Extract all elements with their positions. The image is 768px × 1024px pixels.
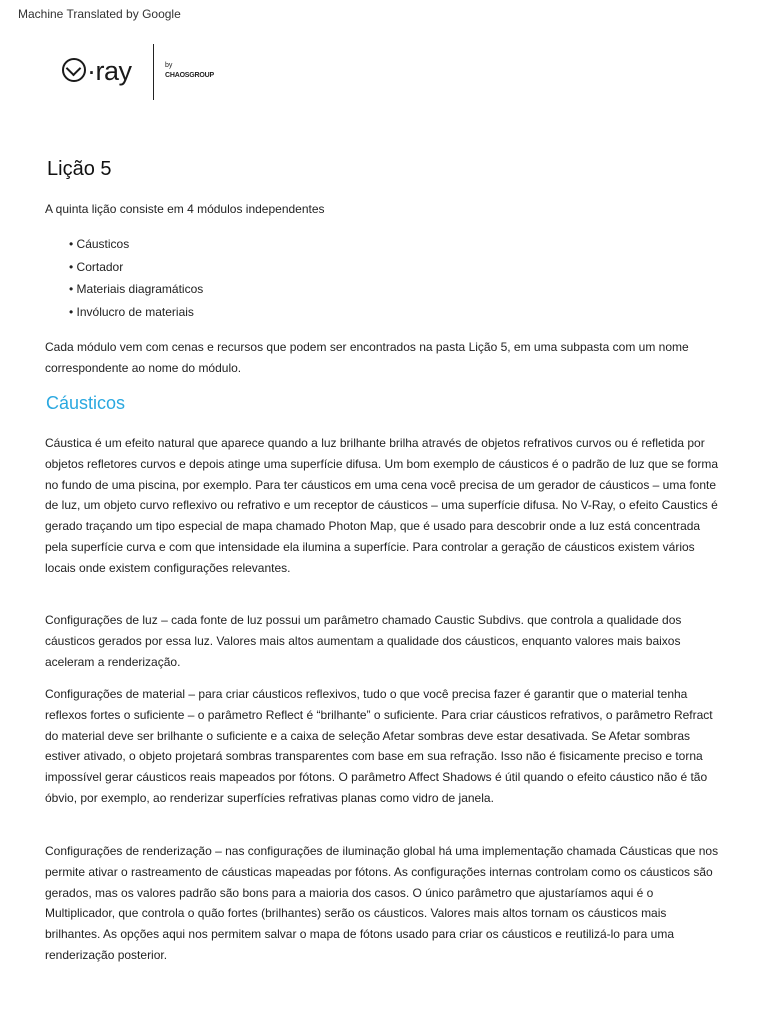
logo-by-text: by — [165, 62, 173, 69]
light-settings-paragraph: Configurações de luz – cada fonte de luz possui um parâmetro chamado Caustic Subdivs. que controla a qualidade dos cáusticos gerados por essa luz. Valores mais altos aumentam a qualidade dos cáusticos, enquanto valores mais baixos aceleram a renderização. — [45, 613, 682, 669]
lesson-intro: A quinta lição consiste em 4 módulos independentes — [45, 202, 325, 216]
vray-wordmark: ·ray — [62, 56, 132, 87]
chaosgroup-logo-text: CHAOSGROUP — [165, 72, 214, 79]
list-item: • Cáusticos — [69, 237, 130, 251]
module-list — [69, 236, 203, 327]
caustics-intro-paragraph: Cáustica é um efeito natural que aparece quando a luz brilhante brilha através de objetos refrativos curvos ou é refletida por objetos refletores curvos e depois atinge uma superfície difusa. Um bom exemplo de cáusticos é o padrão de luz que se forma no fundo de uma piscina, por exemplo. Para ter cáusticos em uma cena você precisa de um gerador de cáusticos – uma fonte de luz, um objeto curvo reflexivo ou refrativo e um receptor de cáusticos – uma superfície difusa. No V-Ray, o efeito Caustics é gerado traçando um tipo especial de mapa chamado Photon Map, que é usado para descobrir onde a luz está concentrada pela superfície curva e com que intensidade ela ilumina a superfície. Para controlar a geração de cáusticos existem vários locais onde existem configurações relevantes. — [45, 436, 719, 575]
list-item: • Cortador — [69, 259, 124, 274]
vray-logo — [62, 44, 242, 102]
vray-v-icon — [62, 58, 86, 82]
material-settings-paragraph: Configurações de material – para criar cáusticos reflexivos, tudo o que você precisa fazer é garantir que o material tenha reflexos fortes o suficiente – o parâmetro Reflect é “brilhante” o suficiente. Para criar cáusticos refrativos, o parâmetro Refract do material deve ser brilhante o suficiente e a caixa de seleção Afetar sombras deve estar desativada. Se Afetar sombras estiver ativado, o objeto projetará sombras transparentes com base em sua refração. Isso não é fisicamente preciso e torna impossível gerar cáusticos reais mapeados por fótons. O parâmetro Affect Shadows é útil quando o efeito cáustico não é tão óbvio, por exemplo, ao renderizar superfícies refrativas planas como vidro de janela. — [45, 687, 713, 805]
module-info-paragraph: Cada módulo vem com cenas e recursos que podem ser encontrados na pasta Lição 5, em uma subpasta com um nome correspondente ao nome do módulo. — [45, 340, 689, 375]
logo-divider — [153, 44, 154, 100]
lesson-title: Lição 5 — [47, 158, 112, 180]
render-settings-paragraph: Configurações de renderização – nas configurações de iluminação global há uma implementação chamada Cáusticas que nos permite ativar o rastreamento de cáusticas mapeadas por fótons. As configurações internas controlam como os cáusticos são gerados, mas os valores padrão são bons para a maioria dos casos. O único parâmetro que ajustaríamos aqui é o Multiplicador, que controla o quão fortes (brilhantes) serão os cáusticos. Valores mais altos tornam os cáusticos mais brilhantes. As opções aqui nos permitem salvar o mapa de fótons usado para criar os cáusticos e reutilizá-lo para uma renderização posterior. — [45, 844, 719, 962]
list-item: • Materiais diagramáticos — [69, 282, 204, 297]
list-item: • Invólucro de materiais — [69, 305, 194, 320]
machine-translated-notice: Machine Translated by Google — [18, 7, 181, 21]
section-title-caustics: Cáusticos — [46, 393, 126, 413]
